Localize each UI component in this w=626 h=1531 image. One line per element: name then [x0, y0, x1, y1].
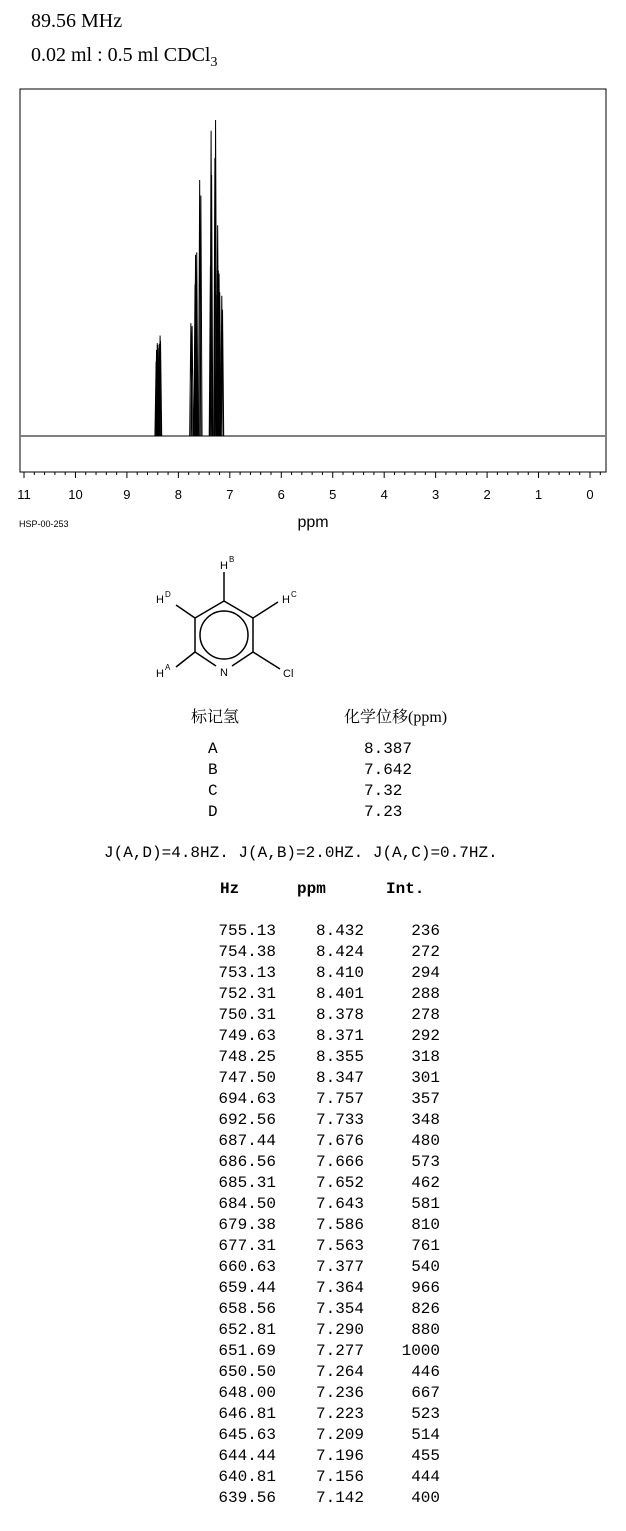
x-tick-label: 3: [432, 487, 440, 502]
peak-intensity: 357: [411, 1090, 440, 1108]
peak-hz: 753.13: [218, 964, 276, 982]
molecule-structure: [140, 545, 320, 685]
peak-intensity: 540: [411, 1258, 440, 1276]
bond-cl: [253, 652, 280, 669]
peak-hz: 749.63: [218, 1027, 276, 1045]
peak-intensity: 810: [411, 1216, 440, 1234]
ring-bond: [232, 652, 253, 666]
x-tick-label: 4: [380, 487, 388, 502]
peak-intensity: 455: [411, 1447, 440, 1465]
peak-intensity: 236: [411, 922, 440, 940]
peak-intensity: 826: [411, 1300, 440, 1318]
peak-ppm: 8.401: [315, 985, 364, 1003]
x-tick-label: 1: [534, 487, 543, 502]
peak-hz: 645.63: [218, 1426, 276, 1444]
peak-ppm: 8.432: [315, 922, 364, 940]
peak-intensity: 480: [411, 1132, 440, 1150]
peak-hz: 639.56: [218, 1489, 276, 1507]
peak-hz: 651.69: [218, 1342, 276, 1360]
x-axis: [17, 472, 606, 502]
peak-intensity: 278: [411, 1006, 440, 1024]
peak-ppm: 7.290: [315, 1321, 364, 1339]
x-tick-label: 2: [483, 487, 491, 502]
peak-ppm: 8.378: [315, 1006, 364, 1024]
aromatic-ring: [200, 611, 248, 659]
peak-ppm: 8.424: [315, 943, 364, 961]
peak-hz: 684.50: [218, 1195, 276, 1213]
peak-hz: 652.81: [218, 1321, 276, 1339]
assignment-label: A: [208, 740, 218, 758]
peak-hz: 685.31: [218, 1174, 276, 1192]
peak-intensity: 573: [411, 1153, 440, 1171]
spectrum-trace: [21, 120, 605, 436]
peak-hz: 659.44: [218, 1279, 276, 1297]
peak-hz: 646.81: [218, 1405, 276, 1423]
assignment-header-hydrogen: 标记氢: [191, 709, 240, 726]
peak-intensity: 667: [411, 1384, 440, 1402]
bond-h-c: [253, 602, 278, 618]
peak-hz: 677.31: [218, 1237, 276, 1255]
peak-table-header-ppm: ppm: [297, 880, 326, 898]
peak-hz: 679.38: [218, 1216, 276, 1234]
peak-intensity: 581: [411, 1195, 440, 1213]
peak-ppm: 7.757: [315, 1090, 364, 1108]
peak-ppm: 7.666: [315, 1153, 364, 1171]
atom-h: H: [220, 560, 228, 572]
peak-ppm: 8.347: [315, 1069, 364, 1087]
assignment-shift: 7.642: [364, 761, 413, 779]
x-axis-label: ppm: [297, 514, 329, 531]
x-tick-label: 9: [123, 487, 131, 502]
peak-hz: 660.63: [218, 1258, 276, 1276]
peak-intensity: 1000: [401, 1342, 440, 1360]
peak-ppm: 7.586: [315, 1216, 364, 1234]
peak-intensity: 318: [411, 1048, 440, 1066]
spectrum-code: HSP-00-253: [19, 519, 69, 529]
peak-hz: 694.63: [218, 1090, 276, 1108]
peak-ppm: 7.277: [315, 1342, 364, 1360]
assignment-label: D: [208, 803, 218, 821]
assignment-shift: 7.23: [364, 803, 403, 821]
x-tick-label: 10: [68, 487, 83, 502]
peak-ppm: 7.142: [315, 1489, 364, 1507]
peak-ppm: 8.410: [315, 964, 364, 982]
peak-intensity: 761: [411, 1237, 440, 1255]
peak-intensity: 292: [411, 1027, 440, 1045]
ring-bond: [195, 652, 216, 666]
sample-prefix: 0.02 ml : 0.5 ml CDCl: [31, 44, 211, 66]
peak-intensity: 523: [411, 1405, 440, 1423]
peak-hz: 640.81: [218, 1468, 276, 1486]
peak-ppm: 7.196: [315, 1447, 364, 1465]
peak-ppm: 7.733: [315, 1111, 364, 1129]
peak-hz: 650.50: [218, 1363, 276, 1381]
peak-hz: 658.56: [218, 1300, 276, 1318]
atom-cl: Cl: [283, 668, 294, 680]
peak-ppm: 8.355: [315, 1048, 364, 1066]
sample-subscript: 3: [210, 55, 218, 70]
peak-intensity: 288: [411, 985, 440, 1003]
peak-table-header-int: Int.: [386, 880, 425, 898]
peak-table-header-hz: Hz: [220, 880, 240, 898]
peak-hz: 754.38: [218, 943, 276, 961]
x-tick-label: 11: [17, 487, 31, 502]
atom-h: H: [156, 668, 164, 680]
peak-ppm: 7.643: [315, 1195, 364, 1213]
assignment-shift: 8.387: [364, 740, 413, 758]
peak-ppm: 7.563: [315, 1237, 364, 1255]
atom-h: H: [282, 594, 290, 606]
peak-ppm: 7.377: [315, 1258, 364, 1276]
peak-hz: 648.00: [218, 1384, 276, 1402]
x-tick-label: 5: [329, 487, 337, 502]
peak-intensity: 514: [411, 1426, 440, 1444]
peak-ppm: 7.236: [315, 1384, 364, 1402]
atom-h: H: [156, 594, 164, 606]
peak-ppm: 7.264: [315, 1363, 364, 1381]
peak-intensity: 272: [411, 943, 440, 961]
peak-hz: 755.13: [218, 922, 276, 940]
assignment-label: C: [208, 782, 218, 800]
peak-intensity: 294: [411, 964, 440, 982]
peak-intensity: 301: [411, 1069, 440, 1087]
peak-ppm: 7.676: [315, 1132, 364, 1150]
assignment-label: B: [208, 761, 218, 779]
peak-ppm: 7.209: [315, 1426, 364, 1444]
peak-intensity: 462: [411, 1174, 440, 1192]
peak-intensity: 966: [411, 1279, 440, 1297]
peak-intensity: 446: [411, 1363, 440, 1381]
peak-intensity: 444: [411, 1468, 440, 1486]
x-tick-label: 7: [226, 487, 234, 502]
x-tick-label: 0: [586, 487, 594, 502]
peak-hz: 687.44: [218, 1132, 276, 1150]
peak-ppm: 7.364: [315, 1279, 364, 1297]
atom-n: N: [220, 667, 228, 679]
plot-frame: [20, 89, 606, 472]
peak-hz: 692.56: [218, 1111, 276, 1129]
atom-label-d: D: [165, 590, 171, 599]
atom-label-a: A: [165, 663, 171, 672]
bond-h-d: [176, 605, 195, 618]
peak-ppm: 7.354: [315, 1300, 364, 1318]
peak-hz: 686.56: [218, 1153, 276, 1171]
atom-label-b: B: [229, 555, 235, 564]
atom-label-c: C: [291, 590, 297, 599]
peak-hz: 747.50: [218, 1069, 276, 1087]
x-tick-label: 6: [277, 487, 285, 502]
bond-h-a: [176, 652, 195, 667]
peak-hz: 644.44: [218, 1447, 276, 1465]
peak-hz: 748.25: [218, 1048, 276, 1066]
nmr-spectrum-chart: [0, 0, 626, 540]
assignment-header-shift: 化学位移(ppm): [344, 709, 448, 726]
peak-intensity: 880: [411, 1321, 440, 1339]
peak-ppm: 7.223: [315, 1405, 364, 1423]
x-tick-label: 8: [174, 487, 182, 502]
peak-ppm: 8.371: [315, 1027, 364, 1045]
assignment-shift: 7.32: [364, 782, 403, 800]
peak-hz: 752.31: [218, 985, 276, 1003]
peak-intensity: 348: [411, 1111, 440, 1129]
spectrometer-frequency: 89.56 MHz: [31, 10, 123, 32]
peak-intensity: 400: [411, 1489, 440, 1507]
peak-ppm: 7.652: [315, 1174, 364, 1192]
peak-ppm: 7.156: [315, 1468, 364, 1486]
peak-hz: 750.31: [218, 1006, 276, 1024]
coupling-constants: J(A,D)=4.8HZ. J(A,B)=2.0HZ. J(A,C)=0.7HZ.: [104, 844, 498, 862]
